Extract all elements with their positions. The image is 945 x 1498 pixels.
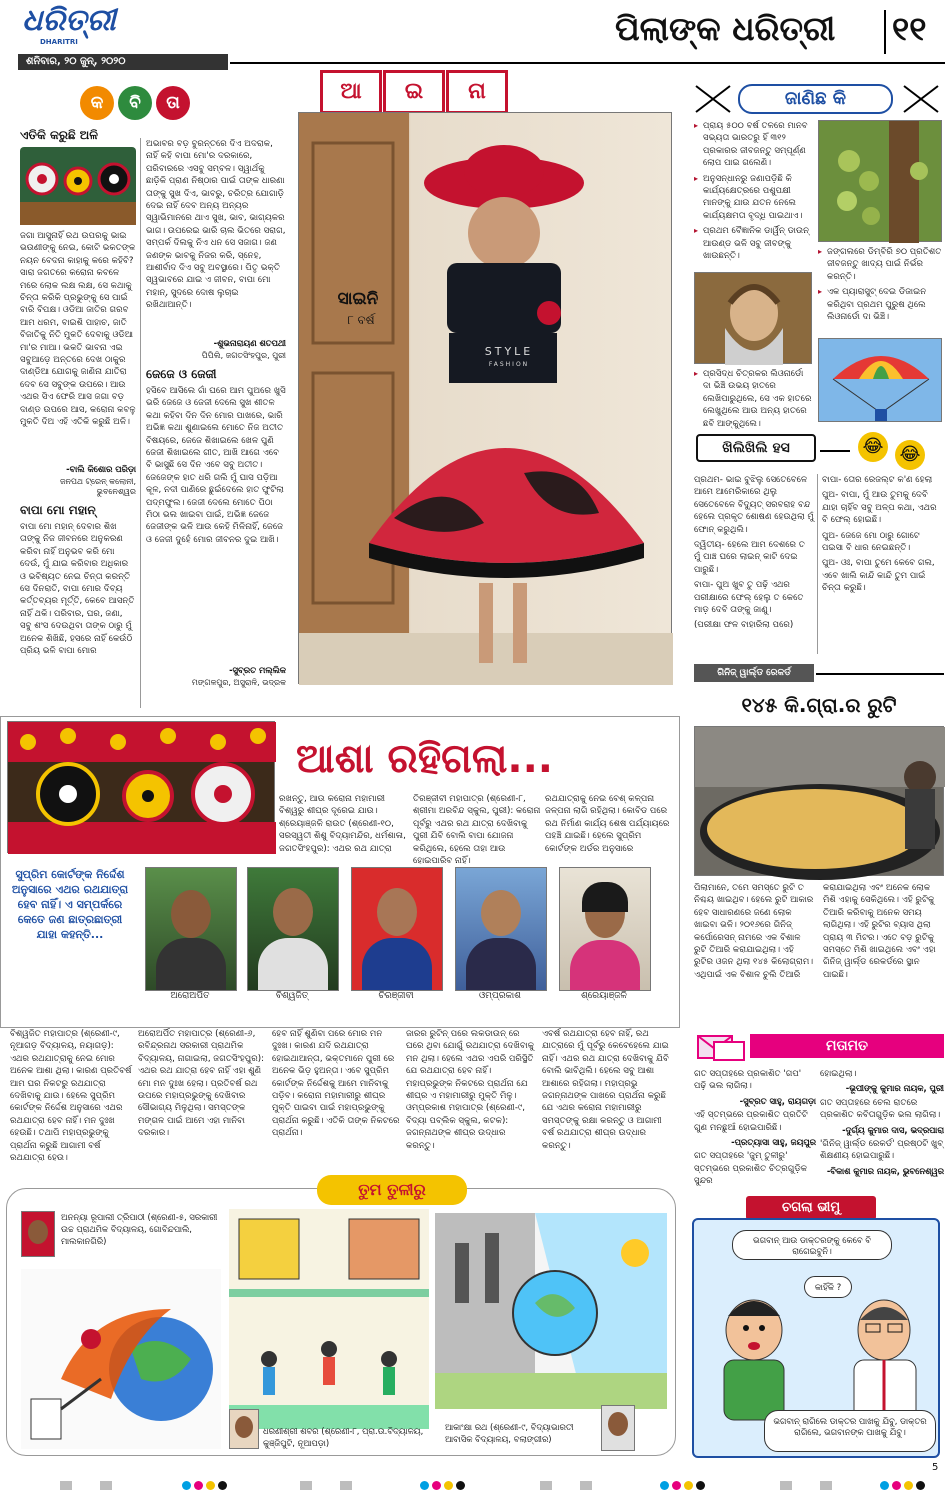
- asha-body-col-3: ହେବ ନାହିଁ ଶୁଣିବା ପରେ ମୋର ମନ ଦୁଃଖ। କାରଣ ଯଦି ରଥଯାତ୍ରା ହୋଇଥାଆନ୍ତା, ଭକ୍ତମାନେ ପୁରୀ ରେ ଅନେକ ଭିଡ଼ ହୁଅନ୍ତା। ଏବେ ସୁପ୍ରିମ କୋର୍ଟଙ୍କ ନିର୍ଦ୍ଦେଶକୁ ଆମେ ମାନିବାକୁ ପଡ଼ିବ। କରୋନା ମହାମାରୀରୁ ଶୀଘ୍ର ମୁକ୍ତି ପାଇବା ପାଇଁ ମହାପ୍ରଭୁଙ୍କୁ ପ୍ରାର୍ଥନା କରୁଛି। ଏତିକି ତାଙ୍କ ନିକଟରେ ପ୍ରାର୍ଥନା।: [272, 1029, 400, 1139]
- jagannath-illustration: [20, 147, 136, 225]
- page-title: ପିଲାଙ୍କ ଧରିତ୍ରୀ: [615, 9, 836, 48]
- letter-text: ଗତ ସପ୍ତାହରେ ଚେଲ ରାତରେ ପ୍ରକାଶିତ କବିତାଗୁଡ଼ିକ ଭଲ ଲାଗିଲା।: [820, 1097, 941, 1121]
- guinness-text: ପିଲାମାନେ, ତମେ ସମସ୍ତେ ରୁଟି ତ ନିଶ୍ଚୟ ଖାଇଥିବ। ହେଲେ ରୁଟି ଆକାର ହେବ ସାଧାରଣରେ ଜଣେ ଲୋକ ଖାଇବା ଭଳି। ୨୦୧୬ରେ ଗିନିଜ୍ କର୍ପୋରେସନ୍ ନାମରେ ଏକ ବିଶାଳ ରୁଟି ତିଆରି କରାଯାଇଥିଲା। ଏହି ରୁଟିର ଓଜନ ଥିଲା ୧୪୫ କିଲୋଗ୍ରାମ। ଏଥିପାଇଁ ଏକ ବିଶାଳ ଚୁଲି ତିଆରି କରାଯାଇଥିଲା ଏବଂ ଅନେକ ଲୋକ ମିଶି ଏହାକୁ ସେକିଥିଲେ। ଏହି ରୁଟିକୁ ତିଆରି କରିବାକୁ ଅନେକ ସମୟ ଲାଗିଥିଲା। ଏହି ରୁଟିର ବ୍ୟାସ ଥିଲା ପ୍ରାୟ ୩ ମିଟର। ଏତେ ବଡ଼ ରୁଟିକୁ ସମସ୍ତେ ମିଶି ଖାଇଥିଲେ ଏବଂ ଏହା ଗିନିଜ୍ ୱାର୍ଲ୍ଡ ରେକର୍ଡରେ ସ୍ଥାନ ପାଇଛି।: [694, 883, 936, 980]
- matamata-section: [690, 1028, 945, 1188]
- guinness-title: ୧୪୫ କି.ଗ୍ରା.ର ରୁଟି: [741, 693, 897, 717]
- print-mark: [540, 1481, 552, 1490]
- joke-line: ପୁଅ- ଜେଜେ ମୋ ଠାରୁ ଗୋଟେ ପଇସା ବି ଧାର ନେଇଛନ୍ତି।: [822, 530, 920, 554]
- comic-panel: [692, 1218, 940, 1458]
- rath-deities-photo: [7, 721, 275, 853]
- fact-item: ▸ ପ୍ରସିଦ୍ଧ ଚିତ୍ରକର ଲିଓନାର୍ଡୋ ଦା ଭିଞ୍ଚି ଉଭୟ ହାତରେ ଲେଖିପାରୁଥିଲେ, ସେ ଏକ ହାତରେ ଲେଖୁଥିଲେ ଆଉ ଅନ୍ୟ ହାତରେ ଛବି ଆଙ୍କୁଥିଲେ।: [694, 368, 812, 430]
- parachute-photo: [818, 338, 942, 422]
- kabita-col-1: [20, 128, 136, 712]
- comic-characters: [694, 1280, 942, 1420]
- asha-title: ଆଶା ରହିଗଲା...: [296, 736, 553, 782]
- giant-roti-photo: [694, 726, 944, 876]
- girl-in-red-dress-photo: [299, 113, 673, 685]
- guinness-rule: [816, 673, 944, 675]
- color-dot: [194, 1481, 203, 1490]
- poem1-text: ଜଗା ଆସୁନାହିଁ ରଥ ଉପରକୁ ଭାଇ ଭଉଣୀଙ୍କୁ ନେଇ, କୋଟି ଭକତଙ୍କ ନୟନ ବେଦନା କାହାକୁ କରେ କହିବି? ସାରା ଜଗତରେ କରୋନା କବଳେ ମରେ ଲୋକ ଲକ୍ଷ ଲକ୍ଷ, ସେ କଥାକୁ ଚିନ୍ତା କରିକି ପ୍ରଭୁଙ୍କୁ ସେ ପାଇଁ ବାରି ବିପକ୍ଷ। ଓଡିଆ ଜାତିର ଗରବ ଆମ ଧରମ, ବାଇଶି ପାହାଚ, ଜାତି ବିଜାତିକୁ ନିତି ମୁକତି ଦେବାକୁ ଓଡିଆ ମା'ର ମାଆ। ଭକତି ଭାବନା ଏଇ ସବୁଆଡ଼େ ଅନ୍ତରେ ଦେଖ ଠାକୁର ଦାଣ୍ଡିଆ ଯୋଗକୁ ଜାଣିନା ଯାତିରା ଦେବ ସେ ସବୁଙ୍କ ଉପରେ। ଆଉ ଏଥର ସିଏ ଫେରି ଆସ ଜଗା ବଡ଼ ଦାଣ୍ଡ ଉପରେ ଆସ, କରୋନା କବଳୁ ମୁକତି ଦିଅ ଏହି ଏତିକି କରୁଛି ଅଳି।: [20, 231, 136, 428]
- poem4-place: ମଙ୍ଗଳପୁର, ଅସୁରାଳି, ଭଦ୍ରକ: [191, 678, 286, 687]
- hospital-cleaning-drawing: [229, 1209, 429, 1429]
- laughing-face-icon-2: 😂: [895, 440, 925, 470]
- aaina-section: [295, 70, 675, 690]
- student-photo: [351, 867, 443, 991]
- poem3-place: ପିପିଲି, ଜଗତସିଂହପୁର, ପୁରୀ: [201, 351, 286, 360]
- artist3-photo: [601, 1405, 635, 1451]
- color-dot: [916, 1481, 925, 1490]
- child-age: ୮ ବର୍ଷ: [347, 313, 375, 327]
- print-mark: [820, 1481, 832, 1490]
- joke-line: ବାପା- ପୁଅ ଖୁବ ତୁ ପଢ଼ି ଏଥର ପରୀକ୍ଷାରେ ଫେଲ୍ ହେଲୁ ତ କେତେ ମାଡ଼ ଦେବି ତାଙ୍କୁ ଜାଣୁ।: [694, 580, 804, 616]
- color-dot: [432, 1481, 441, 1490]
- leonardo-portrait: [694, 272, 812, 364]
- print-mark: [100, 1481, 112, 1490]
- drawing-2: [229, 1209, 429, 1429]
- title-divider: [884, 10, 886, 54]
- kabita-bubble-3: ତା: [156, 86, 190, 120]
- color-dot: [672, 1481, 681, 1490]
- joke-line: ପୁଅ- ବାପା, ମୁଁ ଆଉ ତୁମକୁ ଦେବି ଯାହା ଚାହିଁବ ସବୁ ଅଳ୍ପ କଥା, ଏଥର ବି ଫେଲ୍ ହୋଇଛି।: [822, 490, 937, 526]
- asha-body-col-1: ବିଶ୍ୱଜିତ ମହାପାତ୍ର (ଶ୍ରେଣୀ-୯, ନୂଆଗଡ଼ ବିଦ୍ୟାଳୟ, ନୟାଗଡ଼): ଏଥର ରଥଯାତ୍ରାକୁ ନେଇ ମୋର ଅନେକ ଆଶା ଥିଲା। କାରଣ ପ୍ରତିବର୍ଷ ଆମ ଘର ନିକଟରୁ ରଥଯାତ୍ରା ଦେଖିବାକୁ ଯାଉ। ହେଲେ ସୁପ୍ରିମ କୋର୍ଟଙ୍କ ନିର୍ଦ୍ଦେଶ ଅନୁସାରେ ଏଥର ରଥଯାତ୍ରା ହେବ ନାହିଁ। ମନ ଦୁଃଖ ହେଉଛି। ତଥାପି ମହାପ୍ରଭୁଙ୍କୁ ପ୍ରାର୍ଥନା କରୁଛି ଆଗାମୀ ବର୍ଷ ରଥଯାତ୍ରା ହେଉ।: [10, 1029, 132, 1164]
- drawing-1: [21, 1269, 221, 1449]
- letter-text: 'ଗିନିଜ୍ ୱାର୍ଲ୍ଡ ରେକର୍ଡ' ପ୍ରଷ୍ଠଟି ଖୁବ୍ ଶିକ୍ଷଣୀୟ ହୋଇପାରୁଛି।: [820, 1139, 944, 1162]
- asha-section: [0, 716, 680, 1028]
- janichha-title: ଜାଣିଛ କି: [738, 84, 893, 114]
- color-dot: [206, 1481, 215, 1490]
- asha-body: [0, 1028, 680, 1176]
- decorative-cross-left-icon: [694, 84, 732, 114]
- khili-title: ଖିଲିଖିଲି ହସ: [696, 434, 816, 462]
- poem1-place: ଜନପଥ ଟ୍ରେନ୍ କଲୋନୀ, ଭୁବନେଶ୍ୱର: [59, 477, 136, 496]
- fact-item: ▸ ଜଙ୍ଗଲରେ ଡିମ୍ବିରି ୭୦ ପ୍ରତିଶତ ଜୀବଜନ୍ତୁ ଖାଦ୍ୟ ପାଇଁ ନିର୍ଭର କରନ୍ତି।: [818, 246, 942, 283]
- asha-intro-2: ତିରଞ୍ଜୀବୀ ମହାପାତ୍ର (ଶ୍ରେଣୀ-୮, ଶ୍ରୀମା ଅରବିନ୍ଦ ସ୍କୁଲ, ପୁରୀ): କରୋନା ପୂର୍ବରୁ ଏଥର ରଥ ଯାତ୍ରା ଦେଖିବାକୁ ପୁରୀ ଯିବି ବୋଲି ବାପା ଯୋଜନା କରିଥିଲେ, ହେଲେ ତାହା ଆଉ ହୋଇପାରିବ ନାହିଁ।: [413, 794, 541, 867]
- print-mark: [580, 1481, 592, 1490]
- comic-title: ଚଗଲା ଭୀମୁ: [746, 1196, 876, 1220]
- aaina-photo: [298, 112, 672, 684]
- aaina-label: [320, 70, 510, 110]
- poem2-text: ବାପା ମୋ ମହାନ୍ ଦେବାର ଶିଖ ତାଙ୍କୁ ନିଜ ଜୀବନରେ ଅନୁକରଣ କରିବା ନାହିଁ ଅନୁଭବ କରି ମୋ ଦେଉଁ, ମୁଁ ଯାଇ କରିବାର ଅଧିକାର ଓ ଭବିଷ୍ୟତ ନେଇ ଚିନ୍ତା କରନ୍ତି ସେ ଦିନରାତି, ବାପା ମୋର ଦିବ୍ୟ କର୍ତ୍ତବ୍ୟର ମୂର୍ତ୍ତି, କେବେ ଆସନ୍ତି ନାହିଁ ଥକି। ପରିବାର, ଘର, ଜଣା, ସବୁ ଶଂସ ଦେଉଥିବା ତାଙ୍କ ଠାରୁ ମୁଁ ଅନେକ ଶିଖିଛି, ହସରେ ନାହିଁ କେଉଁଠି ପ୍ରିୟ ଭଳି ବାପା ମୋର: [20, 522, 135, 657]
- student-card: [145, 867, 235, 1013]
- poem4-text: ହସିବେ ଆସିଲେ ଗାଁ ଘରେ ଆମ ପୁଅରେ ଖୁସି ଭରି ଜେଜେ ଓ ଜେଜୀ ଦେଲେ ସୁଖ ଶୀତଳ କଥା କହିବା ଦିନ ଦିନ ମୋର ପାଖରେ, ଭାରି ଅଭିଜ୍ଞ କଥା ଶୁଣାଇଲେ ମୋତେ ନିଜ ଅତୀତ ବିଷୟରେ, ଜେଜେ ଶିଖାଇଲେ ଖେଳ ପୁଣି ଜେଜୀ ଶିଖାଇଲେ ଗୀତ, ଆଖି ଆଗେ ଏବେ ବି ଭାସୁଛି ସେ ଦିନ ଏବେ ସବୁ ଅତୀତ। ଜେଜେଙ୍କ ହାତ ଧରି ଗଲି ମୁଁ ଘାସ ପଡ଼ିଆ କୂଳ, ନଦୀ ପାଣିରେ ଛୁଇଁଦେଲେ ହାତ ଫୁଟିଲା ପଦ୍ମଫୁଲ। ଜେଜୀ ଦେଲେ ମୋତେ ପିଠା ମିଠା ଭଲ ଖାଇବା ପାଇଁ, ଅଭିଜ୍ଞ ଜେଜେ ଜେଜୀଙ୍କ ଭଳି ଆଉ କେହି ମିଳିନାହିଁ, ଜେଜେ ଓ ଜେଜୀ ଦୁହେଁ ମୋର ଜୀବନର ଦୁଇ ଆଖି।: [146, 386, 286, 545]
- color-dot: [218, 1481, 227, 1490]
- khili-column-divider: [817, 474, 818, 654]
- asha-body-col-2: ଅରୋଅର୍ପିତ ମହାପାତ୍ର (ଶ୍ରେଣୀ-୬, ରବିନ୍ଦ୍ରନାଥ ସରକାରୀ ପ୍ରାଥମିକ ବିଦ୍ୟାଳୟ, ନାଗାଇଲା, ଜଗତସିଂହପୁର): ଏଥର ରଥ ଯାତ୍ରା ହେବ ନାହିଁ ଏହା ଶୁଣି ମୋ ମନ ଦୁଃଖ ହେଲା। ପ୍ରତିବର୍ଷ ରଥ ଉପରେ ମହାପ୍ରଭୁଙ୍କୁ ଦେଖିବାର ସୌଭାଗ୍ୟ ମିଳୁଥିଲା। ସମସ୍ତଙ୍କ ମଙ୍ଗଳ ପାଇଁ ଆମେ ଏହା ମାନିବା ଦରକାର।: [138, 1029, 264, 1139]
- joke-line: ପ୍ରଥମ- ଭାଇ ବୁଝିଲୁ ସେତେବେଳେ ଆମେ ଆମେରିକାରେ ଥିଲୁ ସେତେବେଳେ ବିଦ୍ୟୁତ୍ ସରବରାହ ବନ୍ଦ ହେଲେ ପ୍ରକୃତ ଶୋଷଣ ହେଉଥିଲା ମୁଁ ଫୋନ୍ କରୁଥିଲି।: [694, 475, 814, 535]
- artist1-caption: ଅନନ୍ୟା ରୂପାଲୀ ତ୍ରିପାଠୀ (ଶ୍ରେଣୀ-୫, ସରକାରୀ ଉଚ୍ଚ ପ୍ରାଥମିକ ବିଦ୍ୟାଳୟ, ଗୋବିନ୍ଦପାଲି, ମାଲକାନଗିରି): [61, 1212, 218, 1246]
- portrait-face-icon: [695, 273, 813, 365]
- print-mark: [340, 1481, 352, 1490]
- student-photo: [247, 867, 339, 991]
- color-dot: [880, 1481, 889, 1490]
- comic-section: [690, 1196, 942, 1460]
- pollution-globe-drawing: [435, 1213, 667, 1409]
- color-dot: [456, 1481, 465, 1490]
- guinness-section: [690, 664, 945, 1024]
- asha-body-col-4: ଜାରର ରୁଟିନ୍ ପରେ ଲକଡାଉନ୍ ରେ ଘରେ ଥିବା ଯୋଗୁଁ ରଥଯାତ୍ରା ଦେଖିବାକୁ ମନ ଥିଲା। ହେଲେ ଏଥର ଏପରି ପରିସ୍ଥିତି ଯେ ରଥଯାତ୍ରା ହେବ ନାହିଁ। ମହାପ୍ରଭୁଙ୍କ ନିକଟରେ ପ୍ରାର୍ଥନା ଯେ ଶୀଘ୍ର ଏ ମହାମାରୀରୁ ମୁକ୍ତି ମିଳୁ। ଓମ୍‌ପ୍ରକାଶ ମହାପାତ୍ର (ଶ୍ରେଣୀ-୯, ବିଦ୍ୟା ପବ୍ଲିକ ସ୍କୁଲ, କଟକ): ଜଗନ୍ନାଥଙ୍କ ଶୀଘ୍ର ଉଦ୍ଧାର କରନ୍ତୁ।: [406, 1029, 535, 1151]
- parachute-icon: [819, 339, 943, 423]
- shirt-text: STYLE: [484, 345, 534, 358]
- poem4-author: -ସୁବ୍ରତ ମଲ୍ଲିକ: [229, 665, 286, 675]
- letter-author: -ସୁବ୍ରତ ସାହୁ, ରାୟଗଡ଼ା: [739, 1095, 816, 1106]
- kabita-bubble-2: ବି: [118, 86, 152, 120]
- footer-page-number: 5: [932, 1462, 939, 1473]
- poem3-author: -ଶୁଭନାରାୟଣ ଶତପଥୀ: [213, 338, 286, 348]
- rath-deities-icon: [8, 722, 276, 854]
- aaina-box-2: ଇ: [383, 70, 445, 114]
- logo-text: ଧରିତ୍ରୀ: [22, 3, 116, 38]
- student-photo: [559, 867, 651, 991]
- fig-fruit-icon: [819, 121, 943, 243]
- page-number: ୧୧: [892, 9, 927, 48]
- date-bar: [18, 54, 228, 70]
- letter-text: ଗତ ସପ୍ତାହରେ 'ଜୁମ୍ ତୁଳୀରୁ' ସ୍ତମ୍ଭରେ ପ୍ରକାଶିତ ଚିତ୍ରଗୁଡ଼ିକ ସୁନ୍ଦର: [694, 1151, 808, 1187]
- kabita-column-divider: [140, 138, 141, 708]
- janichha-section: [690, 76, 945, 429]
- poem1-author: -ବାଲି କିଶୋର ପରିଡ଼ା: [66, 464, 136, 474]
- poem1-title: ଏତିକି କରୁଛି ଅଳି: [20, 128, 98, 142]
- fact-item: ▸ ପ୍ରାୟ ୫୦୦ ବର୍ଷ ତଳରେ ମାନବ ସଭ୍ୟତା ଭାରତରୁ ହିଁ ୩୧୨ ପ୍ରକାରର ଜୀବଜନ୍ତୁ ସମ୍ପୂର୍ଣ୍ଣ ଲୋପ ପାଇ ଗଲେଣି।: [694, 120, 812, 170]
- fact-item: ▸ ପ୍ରଥମ ବୈଜ୍ଞାନିକ ଡାର୍ୱିନ୍ ଡାଉନ୍ ଆଉଣ୍ଡ ଭଳି ସବୁ ଜୀବଙ୍କୁ ଖାଉଛନ୍ତି।: [694, 225, 812, 262]
- khili-jokes-2: [822, 474, 942, 658]
- trinity-icon: [20, 147, 136, 225]
- letter-text: ଗତ ସପ୍ତାହରେ ପ୍ରକାଶିତ 'ଗପ' ପଢ଼ି ଭଲ ଲାଗିଲା।: [694, 1069, 802, 1092]
- kabita-label: [80, 86, 190, 120]
- color-dot: [904, 1481, 913, 1490]
- speech-bubble-1: ଭଗବାନ୍ ଆଉ ଡାକ୍ତରଙ୍କୁ କେବେ ବି ରାଗେଇବୁନି।: [732, 1230, 892, 1260]
- poem4-title: ଜେଜେ ଓ ଜେଜୀ: [146, 367, 217, 381]
- joke-line: ବାପା- ତୋର ରେଜଲ୍ଟ କ'ଣ ହେଲା: [822, 475, 933, 485]
- khili-rule: [820, 450, 850, 452]
- student-name: ଅରୋଅର୍ପିତ: [170, 991, 210, 1001]
- print-mark: [780, 1481, 792, 1490]
- artist3-caption: ଆକାଂକ୍ଷା ରଥ (ଶ୍ରେଣୀ-୯, ବିଦ୍ୟାଭାରତୀ ଆବାସିକ ବିଦ୍ୟାଳୟ, ବଲାଙ୍ଗୀର): [445, 1422, 574, 1444]
- student-name: ଶ୍ରେୟାଞ୍ଜଳି: [581, 991, 627, 1001]
- student-card: [247, 867, 337, 1013]
- shirt-text-2: FASHION: [488, 361, 530, 368]
- student-name: ଓମ୍‌ପ୍ରକାଶ: [479, 991, 521, 1001]
- matamata-col-1: [694, 1068, 816, 1186]
- print-mark: [300, 1481, 312, 1490]
- decorative-cross-right-icon: [902, 84, 940, 114]
- kabita-col-2: [146, 138, 286, 712]
- joke-line: ପୁଅ- ଓଃ, ବାପା ତୁମେ କେବେ ଗଲ, ଏବେ ଖାଲି କାନ୍ଦି କାନ୍ଦି ତୁମ ପାଇଁ ଚିନ୍ତା କରୁଛି।: [822, 558, 935, 594]
- asha-intro-1: ରଖନ୍ତୁ, ଆଉ କରୋନା ମହାମାରୀ ବିଶ୍ୱରୁ ଶୀଘ୍ର ଦୂରେଇ ଯାଉ। ଶ୍ରେୟାଞ୍ଜଳି ରାଉତ (ଶ୍ରେଣୀ-୧୦, ସରସ୍ୱତୀ ଶିଶୁ ବିଦ୍ୟାମନ୍ଦିର, ଧର୍ମଶାଳା, ଜଗତସିଂହପୁର): ଏଥର ରଥ ଯାତ୍ରା: [279, 794, 406, 854]
- aaina-box-1: ଆ: [320, 70, 382, 114]
- color-dot: [444, 1481, 453, 1490]
- artist2-caption: ଧରଣୀଶ୍ରୀ ଶବର (ଶ୍ରେଣୀ-୮, ପ୍ରା.ଉ.ବିଦ୍ୟାଳୟ, କୁଞ୍ଜିପୁଟି, ନୂଆପଡ଼ା): [263, 1426, 424, 1448]
- color-dot: [660, 1481, 669, 1490]
- asha-body-col-5: ଏବର୍ଷ ରଥଯାତ୍ରା ହେବ ନାହିଁ, ରଥ ଯାତ୍ରାରେ ମୁଁ ପୂର୍ବରୁ କେବେହେଲେ ଯାଇ ନାହିଁ। ଏଥର ରଥ ଯାତ୍ରା ଦେଖିବାକୁ ଯିବି ବୋଲି ଭାବିଥିଲି। ହେଲେ ସବୁ ଆଶା ଆଶାରେ ରହିଗଲା। ମହାପ୍ରଭୁ ଜଗନ୍ନାଥଙ୍କ ପାଖରେ ପ୍ରାର୍ଥନା କରୁଛି ଯେ ଏଥର କରୋନା ମହାମାରୀରୁ ସମସ୍ତଙ୍କୁ ରକ୍ଷା କରନ୍ତୁ ଓ ଆଗାମୀ ବର୍ଷ ରଥଯାତ୍ରା ଶୀଘ୍ର ଉଦ୍ଧାର କରନ୍ତୁ।: [542, 1029, 669, 1151]
- speech-bubble-3: ଭଗବାନ୍ ରାଗିଲେ ଡାକ୍ତର ପାଖକୁ ଯିବୁ, ଡାକ୍ତର ରାଗିଲେ, ଭଗବାନଙ୍କ ପାଖକୁ ଯିବୁ।: [764, 1410, 936, 1452]
- letter-author: -ବିକାଶ କୁମାର ନାୟକ, ଭୁବନେଶ୍ୱର: [826, 1165, 944, 1176]
- print-mark: [60, 1481, 72, 1490]
- artist2-photo: [229, 1409, 259, 1449]
- poem2-title: ବାପା ମୋ ମହାନ୍: [20, 503, 96, 517]
- tuli-section: [6, 1180, 676, 1456]
- khili-jokes-1: [694, 474, 814, 658]
- color-dot: [684, 1481, 693, 1490]
- logo-subtext: DHARITRI: [40, 38, 78, 46]
- tuli-title: ତୁମ ତୁଳୀରୁ: [317, 1175, 467, 1205]
- drawing-3: [435, 1213, 667, 1409]
- student-card: [351, 867, 441, 1013]
- letter-author: -ପ୍ରତ୍ୟାସା ସାହୁ, ଜୟପୁର: [731, 1137, 816, 1148]
- guinness-tag: ଗିନିଜ୍ ୱାର୍ଲ୍ଡ ରେକର୍ଡ: [694, 664, 814, 682]
- khili-section: [690, 430, 945, 660]
- child-name: ସାଇନି: [337, 289, 379, 309]
- issue-date: ଶନିବାର, ୨୦ ଜୁନ୍, ୨୦୨୦: [26, 56, 126, 67]
- logo: [22, 4, 142, 50]
- aaina-box-3: ନା: [446, 70, 508, 114]
- fact-item: ▸ ଏକ ପ୍ୟାରାସୁଟ୍ ଦେଇ ଡିଜାଇନ କରିଥିବା ପ୍ରଥମ ପୁରୁଷ ଥିଲେ ଲିଓନାର୍ଡୋ ଦା ଭିଞ୍ଚି।: [818, 286, 942, 323]
- color-dot: [892, 1481, 901, 1490]
- janichha-facts-2: [818, 246, 942, 336]
- matamata-col-2: [820, 1068, 944, 1186]
- asha-callout: ସୁପ୍ରିମ କୋର୍ଟଙ୍କ ନିର୍ଦ୍ଦେଶ ଅନୁସାରେ ଏଥର ରଥଯାତ୍ରା ହେବ ନାହିଁ। ଏ ସମ୍ପର୍କରେ କେତେ ଜଣ ଛାତ୍ରଛାତ୍ରୀ ଯାହା କହନ୍ତି...: [11, 868, 129, 941]
- fig-tree-photo: [818, 120, 942, 242]
- kabita-section: [0, 80, 290, 712]
- color-dot: [420, 1481, 429, 1490]
- envelope-icon: [696, 1032, 748, 1062]
- student-name: ଚିରଞ୍ଜୀବୀ: [378, 991, 414, 1001]
- janichha-facts-1: [694, 120, 812, 268]
- janichha-facts-3: [694, 368, 812, 429]
- letter-author: -ଦୁର୍ଗ୍ୟ କୁମାର ଦାସ, ଭଦ୍ରପାରା: [842, 1124, 944, 1135]
- masthead-rule: [230, 62, 945, 64]
- asha-intro-3: ରଥଯାତ୍ରାକୁ ନେଇ ବେଶ୍ କଳ୍ପନା ଜଳ୍ପନା ଲାଗି ରହିଥିଲା। କୋବିଡ ପରେ ରଥ ନିର୍ମାଣ କାର୍ଯ୍ୟ ଶେଷ ପର୍ଯ୍ୟାୟରେ ପହଞ୍ଚି ଯାଇଛି। ହେଲେ ସୁପ୍ରିମ କୋର୍ଟଙ୍କ ଅର୍ଡର ଅନୁସାରେ: [545, 794, 670, 854]
- poem3-text: ଅଭାବର ବଡ଼ ବୁରନ୍ତରେ ଦିଏ ଅଦରାକ, ନାହିଁ କହି ବାପା ମୋ'ର ଦରକାରେ, ପରିବାରରେ ଏସବୁ ସମ୍ବଳ। ସ୍ୱାର୍ଥକୁ ଛାଡ଼ିକି ପ୍ରାଣ ନିଷ୍ଠାର ପାଇଁ ତାଙ୍କ ଧାରଣା ତାଙ୍କୁ ସୁଖ ଦିଏ, ଭାବରୁ, ଚରିତ୍ର ଯୋଗାଡ଼ି ଦେଇ ନାହିଁ ଦେବ ଅନ୍ୟ ଅନ୍ୟର ସ୍ୱାଭିମାନରେ ଥାଏ ସୁଖ, ଭାବ, ଭାଗ୍ୟକର ଭାଗ। ଉପରେଇ ଭାରି ଚାଲ ଭିତରେ ସରାଗ, ସମ୍ପର୍କ ଦିଲକୁ ନିଏ ଧନ ସେ ସଜାଗ। ଜଣ ଜଣଙ୍କ ଭାବକୁ ନିଜର କରି, ସ୍ନେହ, ଆଶୀର୍ବାଦ ଦିଏ ସବୁ ଅବସ୍ଥାରେ। ପିତୃ ଭକ୍ତି ସ୍ୱଭାବରେ ଯାଇ ଏ ଜୀବନ, ବାପା ମୋ ମହାନ୍, ସୁଦରେ ଦୋଷ ଲୁଚାଇ ରଖିଥାଆନ୍ତି।: [146, 139, 286, 311]
- fact-item: ▸ ଅନୁସନ୍ଧାନରୁ ଜଣାପଡ଼ିଛି କି କାର୍ଯ୍ୟକ୍ଷେତ୍ରରେ ପଶୁପକ୍ଷୀ ମାନଙ୍କୁ ଯାଉ ଯତନ ନେଲେ କାର୍ଯ୍ୟକ୍ଷମତା ବୃଦ୍ଧି ପାଇଥାଏ।: [694, 173, 812, 223]
- letter-author: -ଭୂପୀଙ୍କୁ କୁମାର ନାୟକ, ପୁରୀ: [845, 1083, 944, 1094]
- masthead: [0, 0, 945, 80]
- letter-text: ଏହି ସ୍ତମ୍ଭରେ ପ୍ରକାଶିତ ପ୍ରତିଟି ଗୁଣ ମନଛୁଆଁ ହୋଇପାରିଛି।: [694, 1110, 808, 1133]
- student-name: ବିଶ୍ୱଜିତ୍: [275, 991, 309, 1001]
- student-photo: [145, 867, 237, 991]
- virus-earth-drawing: [21, 1269, 221, 1449]
- laughing-face-icon: 😂: [858, 432, 888, 462]
- student-card: [559, 867, 649, 1013]
- speech-bubble-2: କାହିଁକି ?: [804, 1276, 852, 1298]
- color-dot: [696, 1481, 705, 1490]
- student-photos: [139, 867, 679, 1013]
- student-card: [455, 867, 545, 1013]
- matamata-title: ମତାମତ: [750, 1034, 944, 1058]
- color-dot: [182, 1481, 191, 1490]
- mail-envelope-icon: [696, 1032, 748, 1062]
- letter-text: ହୋଇଥିଲା।: [820, 1069, 857, 1079]
- roti-pan-icon: [695, 727, 945, 877]
- footer: [0, 1462, 945, 1498]
- joke-line: ଦ୍ୱିତୀୟ- ହେଲେ ଆମ ଦେଶରେ ତ ମୁଁ ପାଞ୍ଚ ଘରେ ଲାଇନ୍ କାଟି ଦେଇ ପାରୁଛି।: [694, 540, 805, 575]
- kabita-bubble-1: କ: [80, 86, 114, 120]
- artist1-photo: [21, 1211, 55, 1257]
- joke-line: (ପରୀକ୍ଷା ଫଳ ବାହାରିଲା ପରେ): [694, 620, 794, 631]
- student-photo: [455, 867, 547, 991]
